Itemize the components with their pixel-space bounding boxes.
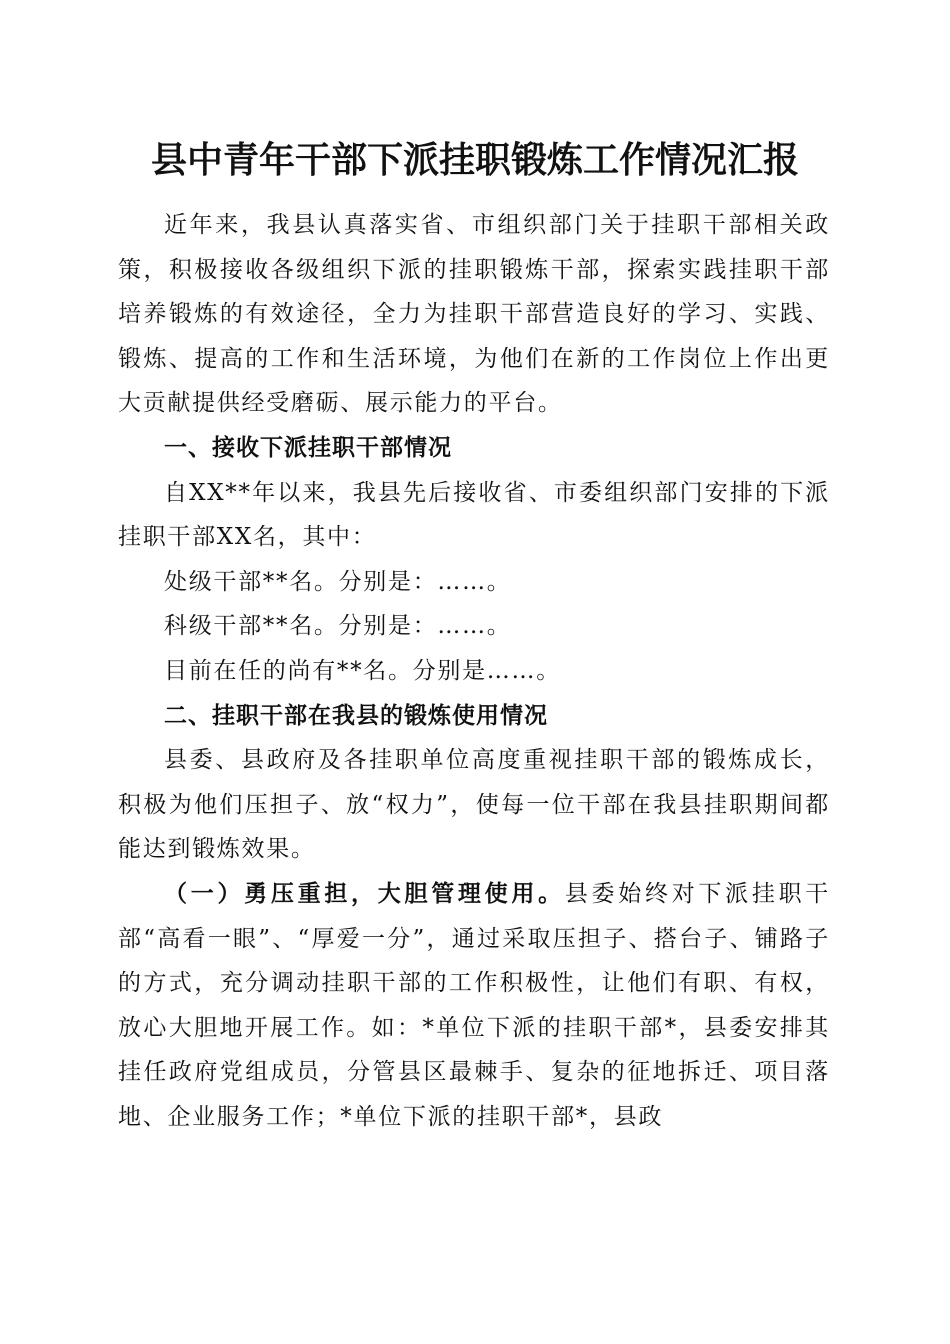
body-paragraph: 目前在任的尚有**名。分别是……。 bbox=[164, 657, 561, 684]
body-paragraph: 县委、县政府及各挂职单位高度重视挂职干部的锻炼成长，积极为他们压担子、放“权力”，使每一位干部在我县挂职期间都能达到锻炼效果。 bbox=[118, 747, 830, 863]
body-paragraph: 科级干部**名。分别是：……。 bbox=[164, 613, 512, 640]
intro-paragraph: 近年来，我县认真落实省、市组织部门关于挂职干部相关政策，积极接收各级组织下派的挂职锻炼干部，探索实践挂职干部培养锻炼的有效途径，全力为挂职干部营造良好的学习、实践、锻炼、提高的工作和生活环境，为他们在新的工作岗位上作出更大贡献提供经受磨砺、展示能力的平台。 bbox=[118, 212, 830, 417]
section-heading-2: 二、挂职干部在我县的锻炼使用情况 bbox=[164, 702, 548, 729]
subsection-lead: （一）勇压重担，大胆管理使用。 bbox=[164, 879, 565, 907]
subsection-text: 县委始终对下派挂职干部“高看一眼”、“厚爱一分”，通过采取压担子、搭台子、铺路子的方式，充分调动挂职干部的工作积极性，让他们有职、有权，放心大胆地开展工作。如：*单位下派的挂职干部*，县委安排其挂任政府党组成员，分管县区最棘手、复杂的征地拆迁、项目落地、企业服务工作；*单位下派的挂职干部*，县政 bbox=[118, 880, 831, 1130]
body-paragraph: 处级干部**名。分别是：……。 bbox=[164, 568, 512, 595]
subsection-paragraph bbox=[118, 872, 830, 1140]
body-paragraph: 自XX**年以来，我县先后接收省、市委组织部门安排的下派挂职干部XX名，其中： bbox=[118, 479, 830, 551]
section-heading-1: 一、接收下派挂职干部情况 bbox=[164, 434, 452, 461]
document-title: 县中青年干部下派挂职锻炼工作情况汇报 bbox=[150, 139, 799, 181]
document-body bbox=[118, 203, 830, 1139]
